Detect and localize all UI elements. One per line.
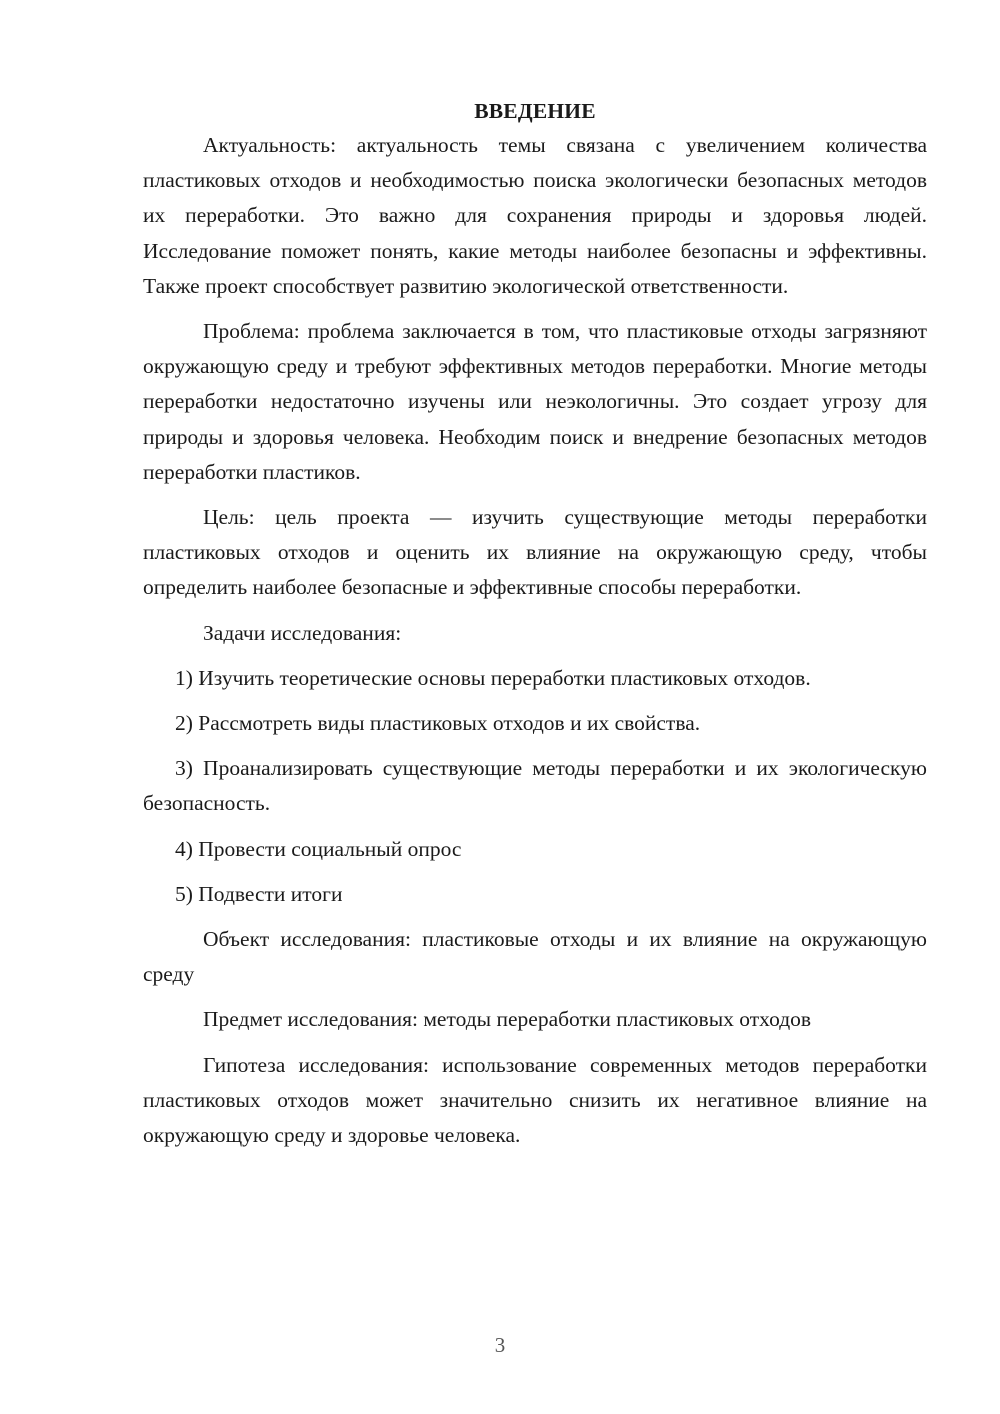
page-content <box>143 95 927 1163</box>
paragraph-object: Объект исследования: пластиковые отходы и их влияние на окружающую среду <box>143 927 927 987</box>
task-item-4: 4) Провести социальный опрос <box>175 836 462 861</box>
paragraph-hypothesis: Гипотеза исследования: использование современных методов переработки пластиковых отходов может значительно снизить их негативное влияние на окружающую среду и здоровье человека. <box>143 1052 927 1148</box>
paragraph-goal: Цель: цель проекта — изучить существующие методы переработки пластиковых отходов и оценить их влияние на окружающую среду, чтобы определить наиболее безопасные и эффективные способы переработки. <box>143 505 927 600</box>
paragraph-problem: Проблема: проблема заключается в том, что пластиковые отходы загрязняют окружающую среду и требуют эффективных методов переработки. Многие методы переработки недостаточно изучены или неэкологичны. Это создает угрозу для природы и здоровья человека. Необходим поиск и внедрение безопасных методов переработки пластиков. <box>143 319 927 484</box>
paragraph-relevance: Актуальность: актуальность темы связана с увеличением количества пластиковых отходов и необходимостью поиска экологически безопасных методов их переработки. Это важно для сохранения природы и здоровья людей. Исследование поможет понять, какие методы наиболее безопасны и эффективны. Также проект способствует развитию экологической ответственности. <box>143 133 927 298</box>
tasks-heading: Задачи исследования: <box>203 620 402 645</box>
task-item-5: 5) Подвести итоги <box>175 881 343 906</box>
page-title: ВВЕДЕНИЕ <box>474 99 596 123</box>
paragraph-subject: Предмет исследования: методы переработки пластиковых отходов <box>203 1007 812 1032</box>
page-number: 3 <box>494 1333 506 1357</box>
task-item-1: 1) Изучить теоретические основы переработки пластиковых отходов. <box>175 665 811 690</box>
task-item-2: 2) Рассмотреть виды пластиковых отходов и их свойства. <box>175 711 701 736</box>
task-item-3: 3) Проанализировать существующие методы переработки и их экологическую безопасность. <box>143 756 927 816</box>
